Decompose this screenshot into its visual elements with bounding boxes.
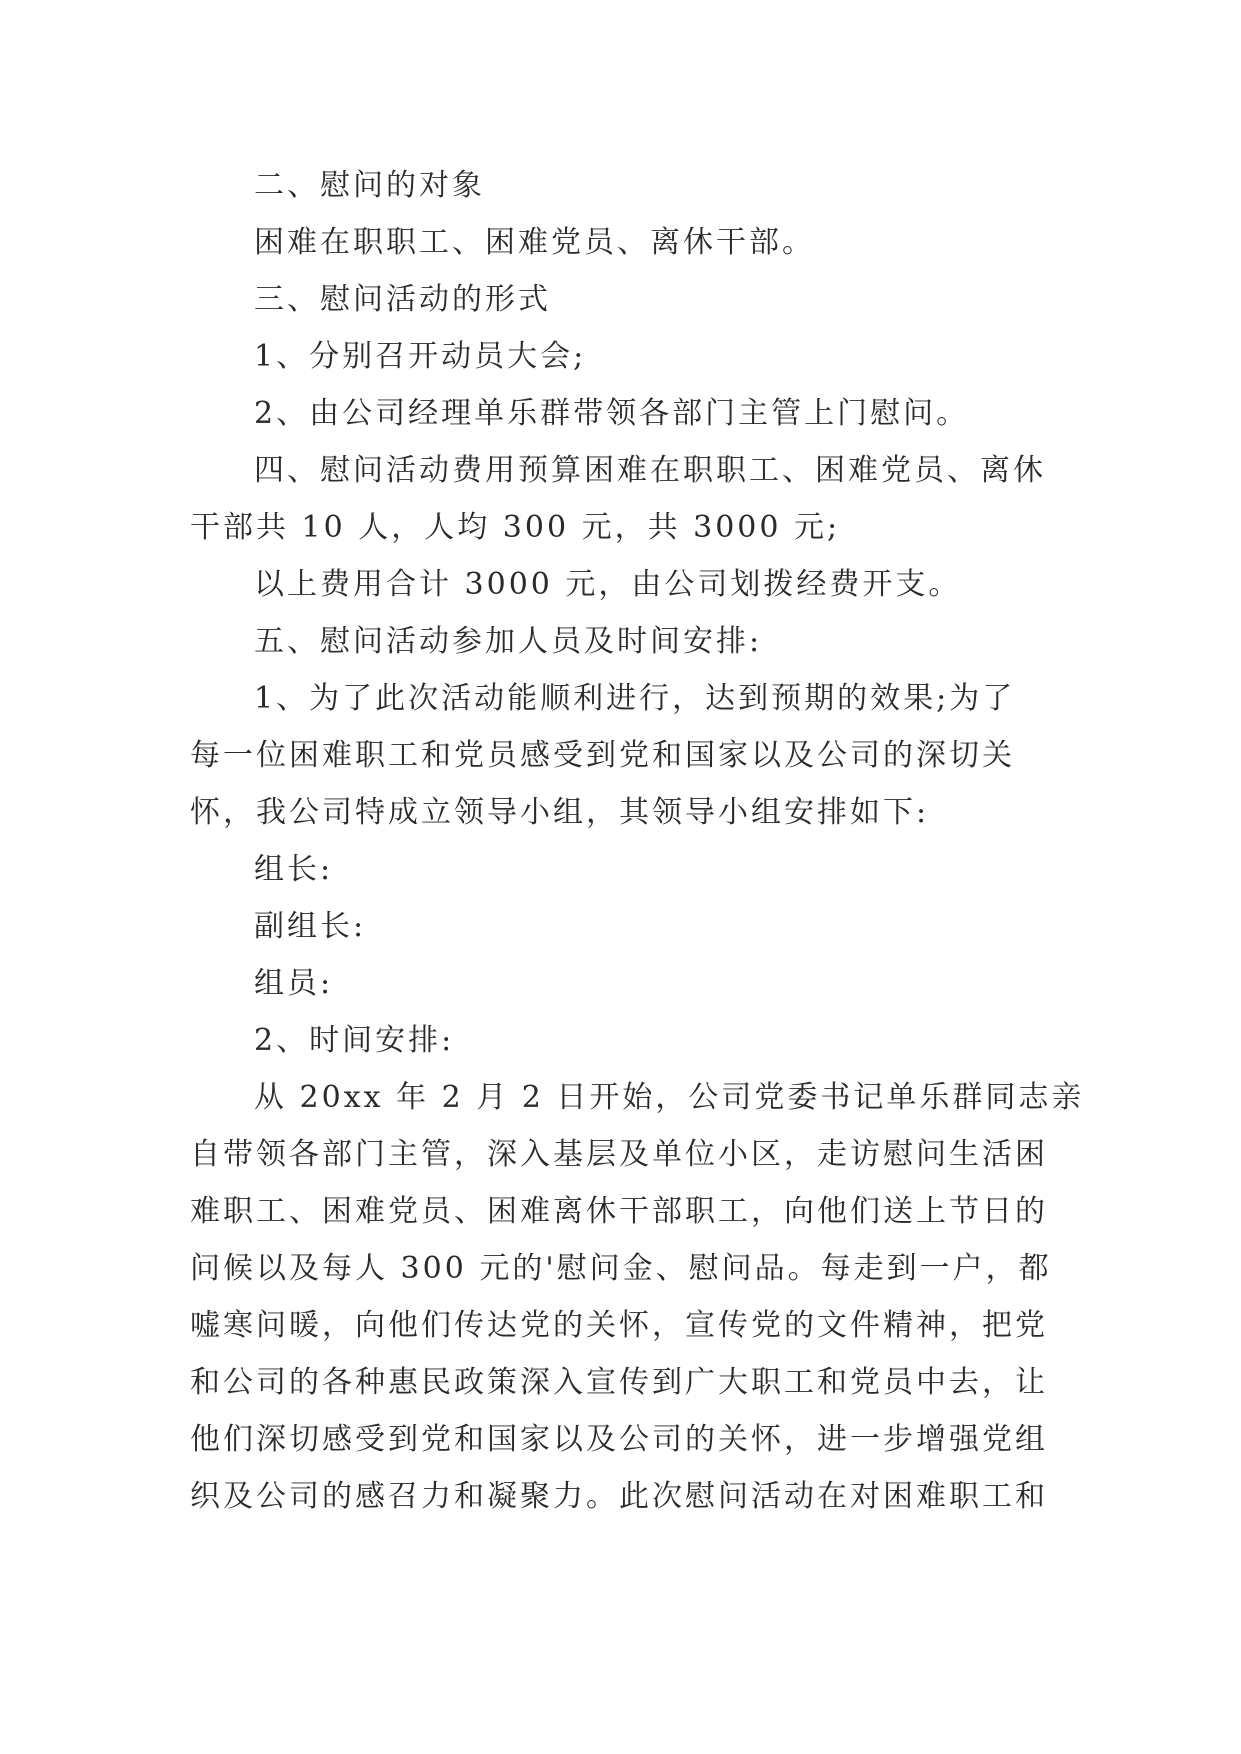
deputy-leader-line (190, 898, 1050, 955)
text-line: 四、慰问活动费用预算困难在职职工、困难党员、离休 (254, 453, 1046, 488)
section-heading-2 (190, 157, 1050, 214)
members-line (190, 955, 1050, 1012)
text-line: 组员: (254, 966, 334, 1001)
text-line: 嘘寒问暖，向他们传达党的关怀，宣传党的文件精神，把党 (190, 1308, 1048, 1343)
text-line: 困难在职职工、困难党员、离休干部。 (254, 225, 815, 260)
text-line: 问候以及每人 300 元的'慰问金、慰问品。每走到一户，都 (190, 1251, 1052, 1286)
list-item (190, 385, 1050, 442)
text-line: 副组长: (254, 909, 367, 944)
text-line: 他们深切感受到党和国家以及公司的关怀，进一步增强党组 (190, 1422, 1048, 1457)
paragraph (190, 556, 1050, 613)
text-line: 干部共 10 人，人均 300 元，共 3000 元; (190, 510, 841, 545)
text-line: 1、分别召开动员大会; (254, 339, 587, 374)
text-line: 以上费用合计 3000 元，由公司划拨经费开支。 (254, 567, 962, 602)
document-body (190, 157, 1085, 1525)
text-line: 难职工、困难党员、困难离休干部职工，向他们送上节日的 (190, 1194, 1048, 1229)
text-line: 五、慰问活动参加人员及时间安排: (254, 624, 763, 659)
section-heading-4 (190, 442, 1050, 556)
text-line: 1、为了此次活动能顺利进行，达到预期的效果;为了 (254, 681, 1016, 716)
text-line: 组长: (254, 852, 334, 887)
text-line: 怀，我公司特成立领导小组，其领导小组安排如下: (190, 795, 930, 830)
list-item (190, 670, 1050, 841)
text-line: 和公司的各种惠民政策深入宣传到广大职工和党员中去，让 (190, 1365, 1048, 1400)
text-line: 2、时间安排: (254, 1023, 455, 1058)
text-line: 2、由公司经理单乐群带领各部门主管上门慰问。 (254, 396, 970, 431)
paragraph (190, 214, 1050, 271)
paragraph (190, 1069, 1085, 1525)
list-item (190, 1012, 1050, 1069)
text-line: 二、慰问的对象 (254, 168, 485, 203)
group-leader-line (190, 841, 1050, 898)
list-item (190, 328, 1050, 385)
text-line: 三、慰问活动的形式 (254, 282, 551, 317)
text-line: 自带领各部门主管，深入基层及单位小区，走访慰问生活困 (190, 1137, 1048, 1172)
text-line: 每一位困难职工和党员感受到党和国家以及公司的深切关 (190, 738, 1015, 773)
section-heading-3 (190, 271, 1050, 328)
section-heading-5 (190, 613, 1050, 670)
text-line: 从 20xx 年 2 月 2 日开始，公司党委书记单乐群同志亲 (254, 1080, 1085, 1115)
text-line: 织及公司的感召力和凝聚力。此次慰问活动在对困难职工和 (190, 1479, 1048, 1514)
